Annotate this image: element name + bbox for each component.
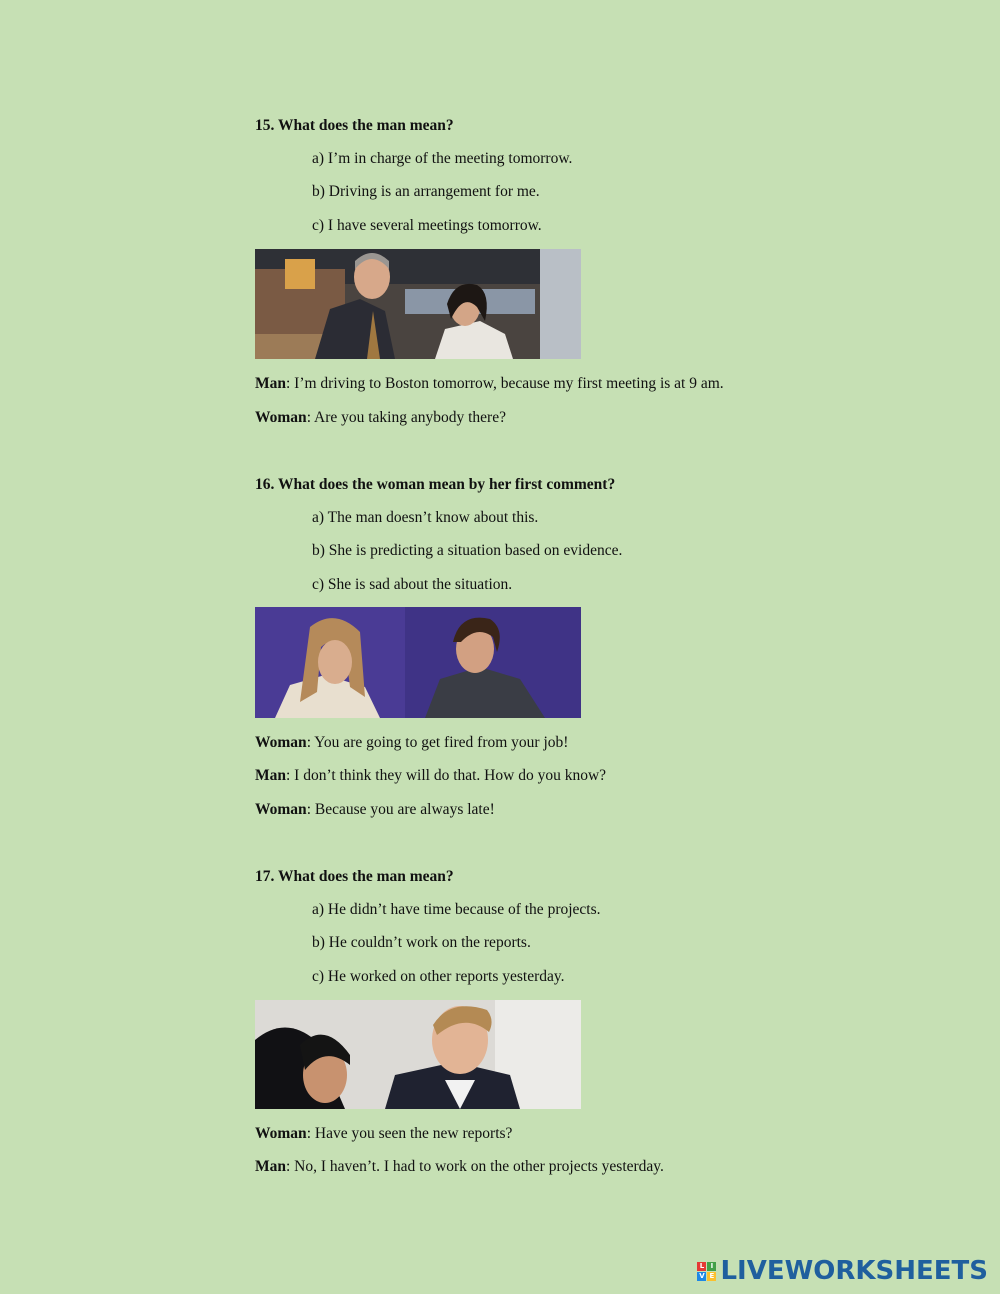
question-17-dialogue-line-2 xyxy=(255,1157,664,1177)
dialogue-text: : Are you taking anybody there? xyxy=(306,409,506,426)
speaker-label: Man xyxy=(255,375,286,392)
question-16-dialogue-line-2 xyxy=(255,766,606,786)
question-17-title: 17. What does the man mean? xyxy=(255,868,454,885)
question-16-option-a: a) The man doesn’t know about this. xyxy=(312,509,539,526)
question-17-dialogue-line-1 xyxy=(255,1124,512,1144)
logo-badge-letter: I xyxy=(707,1262,716,1271)
dialogue-text: : Because you are always late! xyxy=(306,801,495,818)
question-16-title: 16. What does the woman mean by her first comment? xyxy=(255,476,616,493)
dialogue-text: : I don’t think they will do that. How do you know? xyxy=(286,767,607,784)
dialogue-text: : Have you seen the new reports? xyxy=(306,1125,513,1142)
speaker-label: Man xyxy=(255,767,286,784)
logo-badge-letter: E xyxy=(707,1272,716,1281)
question-16-option-c: c) She is sad about the situation. xyxy=(312,576,513,593)
question-15-title: 15. What does the man mean? xyxy=(255,117,454,134)
question-16-dialogue-line-3 xyxy=(255,800,495,820)
question-15-option-c: c) I have several meetings tomorrow. xyxy=(312,217,542,234)
question-15-option-a: a) I’m in charge of the meeting tomorrow. xyxy=(312,150,573,167)
dialogue-text: : No, I haven’t. I had to work on the other projects yesterday. xyxy=(286,1158,664,1175)
speaker-label: Woman xyxy=(255,409,307,426)
question-17-photo xyxy=(255,1000,581,1109)
speaker-label: Man xyxy=(255,1158,286,1175)
question-17-option-b: b) He couldn’t work on the reports. xyxy=(312,934,531,951)
question-17-option-a: a) He didn’t have time because of the projects. xyxy=(312,901,601,918)
question-15-option-b: b) Driving is an arrangement for me. xyxy=(312,183,540,200)
question-15-dialogue-line-2 xyxy=(255,408,506,428)
question-15-dialogue-line-1 xyxy=(255,374,724,394)
logo-badge-letter: L xyxy=(697,1262,706,1271)
dialogue-text: : I’m driving to Boston tomorrow, because my first meeting is at 9 am. xyxy=(286,375,724,392)
logo-badge-icon xyxy=(697,1262,716,1281)
question-16-option-b: b) She is predicting a situation based on evidence. xyxy=(312,542,623,559)
speaker-label: Woman xyxy=(255,801,307,818)
logo-text: LIVEWORKSHEETS xyxy=(720,1256,988,1286)
question-16-photo xyxy=(255,607,581,718)
speaker-label: Woman xyxy=(255,1125,307,1142)
question-15-photo xyxy=(255,249,581,359)
question-17-option-c: c) He worked on other reports yesterday. xyxy=(312,968,565,985)
dialogue-text: : You are going to get fired from your job! xyxy=(306,734,569,751)
liveworksheets-logo xyxy=(697,1256,988,1286)
question-16-dialogue-line-1 xyxy=(255,733,568,753)
speaker-label: Woman xyxy=(255,734,307,751)
logo-badge-letter: V xyxy=(699,1272,705,1280)
